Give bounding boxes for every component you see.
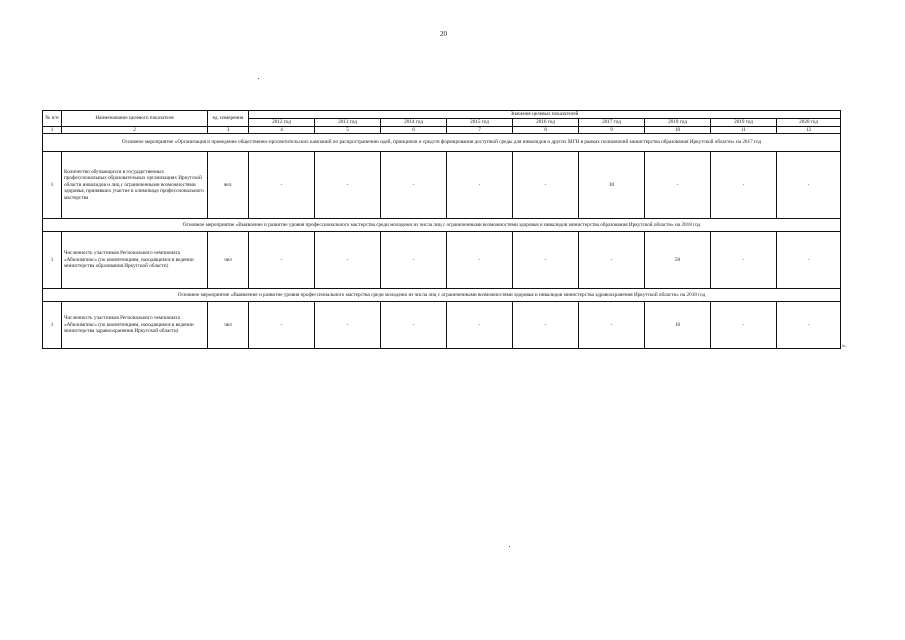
indicator-value: - [513, 152, 579, 219]
indicator-name: Численность участников Регионального чемпионата «Абилимпикс» (по компетенциям, находящимся в ведении министерства образования Иркутской области) [62, 232, 208, 289]
indicator-unit: чел. [208, 152, 249, 219]
indicator-value: - [711, 302, 777, 349]
table-row [43, 302, 841, 349]
row-num: 1 [43, 152, 62, 219]
indicator-value: - [711, 152, 777, 219]
column-number: 4 [249, 126, 315, 134]
section-title: Основное мероприятие «Выявление и развитие уровня профессионального мастерства среди молодежи из числа лиц с ограниченными возможностями здоровья и инвалидов министерства здравоохранения Иркутской области» на 2018 год [43, 289, 841, 302]
indicator-value: 10 [645, 302, 711, 349]
column-number: 9 [579, 126, 645, 134]
section-title: Основное мероприятие «Организация и проведение общественно-просветительских кампаний по распространению идей, принципов и средств формирования доступной среды для инвалидов и других МГН в рамках полномочий министерства образования Иркутской области» на 2017 год [43, 134, 841, 152]
section-title-row [43, 289, 841, 302]
indicator-value: - [381, 302, 447, 349]
column-number: 6 [381, 126, 447, 134]
column-number: 8 [513, 126, 579, 134]
column-number: 7 [447, 126, 513, 134]
target-indicators-table [42, 110, 841, 349]
indicator-value: - [447, 232, 513, 289]
header-year: 2012 год [249, 119, 315, 127]
indicator-value: - [711, 232, 777, 289]
indicator-value: - [249, 302, 315, 349]
header-values-group: Значение целевых показателей [249, 111, 841, 119]
section-title-row [43, 134, 841, 152]
header-indicator-name: Наименование целевого показателя [62, 111, 208, 127]
indicator-name: Количество обучающихся в государственных профессиональных образовательных организациях Иркутской области инвалидов и лиц с ограниченными возможностями здоровья, принявших участие в олимпиаде профессионального мастерства [62, 152, 208, 219]
header-year: 2014 год [381, 119, 447, 127]
column-number: 12 [777, 126, 841, 134]
indicator-value: 30 [579, 152, 645, 219]
indicator-value: - [513, 302, 579, 349]
indicator-value: - [579, 232, 645, 289]
header-year: 2016 год [513, 119, 579, 127]
indicator-value: - [447, 152, 513, 219]
header-num: № п/п [43, 111, 62, 127]
table-row [43, 232, 841, 289]
header-year: 2015 год [447, 119, 513, 127]
column-number: 5 [315, 126, 381, 134]
indicator-value: - [315, 152, 381, 219]
page-number: 20 [440, 30, 447, 38]
header-year: 2020 год [777, 119, 841, 127]
column-number: 2 [62, 126, 208, 134]
section-title: Основное мероприятие «Выявление и развитие уровня профессионального мастерства среди молодежи из числа лиц с ограниченными возможностями здоровья и инвалидов министерства образования Иркутской области» на 2018 год [43, 219, 841, 232]
column-number: 3 [208, 126, 249, 134]
indicator-unit: чел [208, 302, 249, 349]
indicator-value: - [777, 302, 841, 349]
indicator-value: - [777, 152, 841, 219]
closing-quote-mark: ». [842, 343, 847, 349]
header-year: 2018 год [645, 119, 711, 127]
scan-speck [258, 78, 259, 79]
indicator-value: - [249, 232, 315, 289]
header-row [43, 111, 841, 119]
header-unit: ед. измерения [208, 111, 249, 127]
indicator-unit: чел [208, 232, 249, 289]
indicator-value: - [447, 302, 513, 349]
indicator-value: - [249, 152, 315, 219]
header-year: 2013 год [315, 119, 381, 127]
indicator-value: - [645, 152, 711, 219]
row-num: 1 [43, 232, 62, 289]
indicator-value: - [381, 232, 447, 289]
indicator-value: - [315, 302, 381, 349]
header-year: 2017 год [579, 119, 645, 127]
indicator-value: - [513, 232, 579, 289]
column-number: 1 [43, 126, 62, 134]
column-number: 11 [711, 126, 777, 134]
indicator-value: - [777, 232, 841, 289]
table-row [43, 152, 841, 219]
indicator-value: 50 [645, 232, 711, 289]
indicator-value: - [579, 302, 645, 349]
column-number: 10 [645, 126, 711, 134]
scan-speck [509, 546, 510, 547]
indicator-value: - [315, 232, 381, 289]
row-num: 1 [43, 302, 62, 349]
header-year: 2019 год [711, 119, 777, 127]
indicator-value: - [381, 152, 447, 219]
section-title-row [43, 219, 841, 232]
indicator-name: Численность участников Регионального чемпионата «Абилимпикс» (по компетенциям, находящимся в ведении министерства здравоохранения Иркутской области) [62, 302, 208, 349]
column-number-row [43, 126, 841, 134]
